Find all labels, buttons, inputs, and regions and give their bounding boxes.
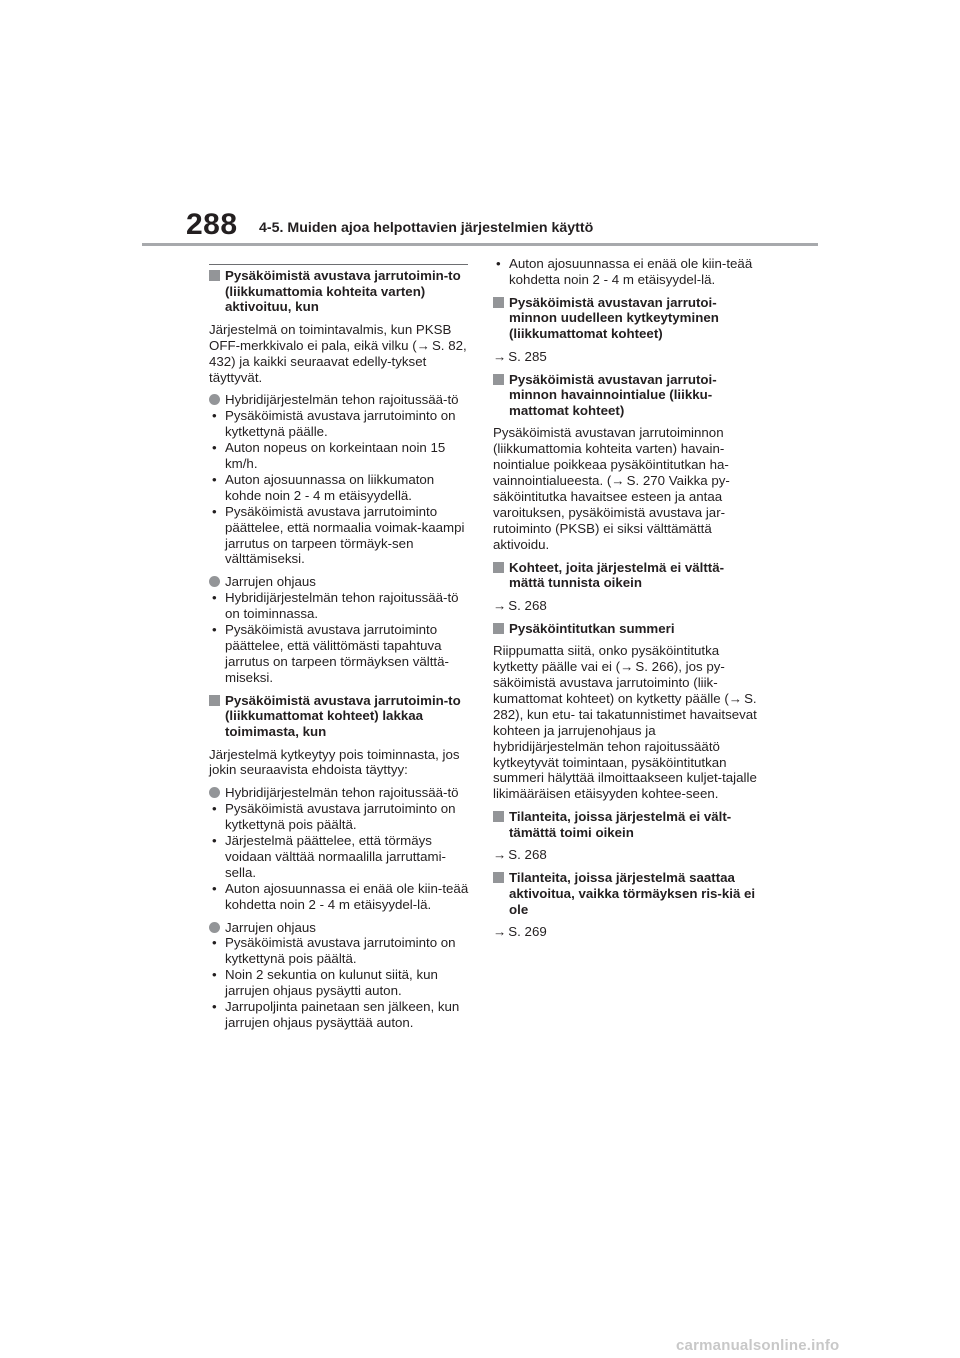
circle-bullet-icon bbox=[209, 576, 220, 587]
bullet-list bbox=[209, 590, 471, 685]
sub-heading: Hybridijärjestelmän tehon rajoitussää-tö bbox=[209, 392, 471, 408]
bullet-list bbox=[209, 408, 471, 567]
bullet-list bbox=[209, 801, 471, 912]
circle-bullet-icon bbox=[209, 787, 220, 798]
header-divider bbox=[142, 243, 818, 246]
section-heading: Pysäköimistä avustava jarrutoimin-to (liikkumattomia kohteita varten) aktivoituu, kun bbox=[209, 268, 471, 315]
arrow-right-icon: → bbox=[493, 924, 507, 940]
list-item: • Auton nopeus on korkeintaan noin 15 km/h. bbox=[212, 440, 446, 472]
section-heading: Pysäköimistä avustavan jarrutoi-minnon uudelleen kytkeytyminen (liikkumattomat kohteet) bbox=[493, 295, 757, 342]
arrow-right-icon: → bbox=[728, 690, 743, 706]
arrow-right-icon: → bbox=[416, 337, 430, 353]
arrow-right-icon: → bbox=[493, 847, 507, 863]
square-bullet-icon bbox=[493, 872, 504, 883]
section-heading: Tilanteita, joissa järjestelmä saattaa aktivoitua, vaikka törmäyksen ris-kiä ei ole bbox=[493, 870, 757, 917]
list-item: • Pysäköimistä avustava jarrutoiminto on kytkettynä pois päältä. bbox=[212, 935, 456, 967]
sub-heading: Jarrujen ohjaus bbox=[209, 920, 471, 936]
square-bullet-icon bbox=[493, 811, 504, 822]
section-heading: Kohteet, joita järjestelmä ei välttä-mättä tunnista oikein bbox=[493, 560, 757, 591]
list-item: • Auton ajosuunnassa ei enää ole kiin-teää kohdetta noin 2 - 4 m etäisyydel-lä. bbox=[212, 880, 469, 912]
square-bullet-icon bbox=[209, 695, 220, 706]
page-reference: → S. 285 bbox=[493, 348, 547, 364]
bullet-list bbox=[493, 256, 757, 288]
section-heading: Pysäköimistä avustava jarrutoimin-to (liikkumattomat kohteet) lakkaa toimimasta, kun bbox=[209, 693, 471, 740]
paragraph: Pysäköimistä avustavan jarrutoiminnon (liikkumattomia kohteita varten) havain-nointialue poikkeaa pysäköintitutkan ha-vainnointialueesta. (→ S. 270 Vaikka py-säköintitutka havaitsee esteen ja antaa varoituksen, pysäköimistä avustava jar-rutoiminto (PKSB) ei siksi välttämättä aktivoidu. bbox=[493, 425, 730, 552]
section-heading: Tilanteita, joissa järjestelmä ei vält-tämättä toimi oikein bbox=[493, 809, 757, 840]
list-item: • Pysäköimistä avustava jarrutoiminto on kytkettynä päälle. bbox=[212, 408, 456, 440]
list-item: • Järjestelmä päättelee, että törmäys voidaan välttää normaalilla jarruttami-sella. bbox=[212, 833, 446, 880]
sub-heading: Jarrujen ohjaus bbox=[209, 574, 471, 590]
paragraph: Riippumatta siitä, onko pysäköintitutka kytketty päälle vai ei (→ S. 266), jos py-säköimistä avustava jarrutoiminto (liik-kumattomat kohteet) on kytketty päälle (→ S. 282), kun etu- tai takatunnistimet havaitsevat kohteen ja jarrujenohjaus ja hybridijärjestelmän tehon rajoitussäätö kytkeytyvät toimintaan, pysäköintitutkan summeri hälyttää ilmoittaakseen kuljet-tajalle likimääräisen etäisyyden kohtee-seen. bbox=[493, 643, 757, 802]
list-item: • Pysäköimistä avustava jarrutoiminto päättelee, että normaalia voimak-kaampi jarrutus on tarpeen törmäyk-sen välttämiseksi. bbox=[212, 503, 465, 567]
chapter-title: 4-5. Muiden ajoa helpottavien järjestelmien käyttö bbox=[259, 220, 594, 236]
section-heading: Pysäköintitutkan summeri bbox=[493, 621, 757, 637]
square-bullet-icon bbox=[493, 562, 504, 573]
paragraph: Järjestelmä kytkeytyy pois toiminnasta, jos jokin seuraavista ehdoista täyttyy: bbox=[209, 746, 460, 778]
circle-bullet-icon bbox=[209, 922, 220, 933]
sub-heading: Hybridijärjestelmän tehon rajoitussää-tö bbox=[209, 785, 471, 801]
arrow-right-icon: → bbox=[611, 473, 625, 488]
page-reference: → S. 268 bbox=[493, 847, 547, 863]
list-item: • Hybridijärjestelmän tehon rajoitussää-tö on toiminnassa. bbox=[212, 590, 459, 622]
right-column bbox=[493, 256, 757, 947]
arrow-right-icon: → bbox=[620, 659, 634, 675]
section-heading: Pysäköimistä avustavan jarrutoi-minnon havainnointialue (liikku-mattomat kohteet) bbox=[493, 372, 757, 419]
square-bullet-icon bbox=[209, 270, 220, 281]
arrow-right-icon: → bbox=[493, 348, 507, 364]
left-column bbox=[209, 268, 471, 1038]
list-item: • Jarrupoljinta painetaan sen jälkeen, kun jarrujen ohjaus pysäyttää auton. bbox=[212, 999, 460, 1030]
square-bullet-icon bbox=[493, 297, 504, 308]
square-bullet-icon bbox=[493, 374, 504, 385]
page-reference: → S. 269 bbox=[493, 924, 547, 940]
page-reference: → S. 268 bbox=[493, 597, 547, 613]
list-item: • Noin 2 sekuntia on kulunut siitä, kun jarrujen ohjaus pysäytti auton. bbox=[212, 967, 438, 999]
square-bullet-icon bbox=[493, 623, 504, 634]
bullet-list bbox=[209, 935, 471, 1030]
list-item: • Auton ajosuunnassa on liikkumaton kohde noin 2 - 4 m etäisyydellä. bbox=[212, 471, 435, 503]
paragraph: Järjestelmä on toimintavalmis, kun PKSB OFF-merkkivalo ei pala, eikä vilku (→ S. 82, 432) ja kaikki seuraavat edelly-tykset täyttyvät. bbox=[209, 321, 467, 385]
page-header bbox=[0, 0, 960, 250]
list-item: • Pysäköimistä avustava jarrutoiminto päättelee, että välittömästi tapahtuva jarrutus on tarpeen törmäyksen välttä-miseksi. bbox=[212, 622, 449, 685]
list-item: • Auton ajosuunnassa ei enää ole kiin-teää kohdetta noin 2 - 4 m etäisyydel-lä. bbox=[496, 256, 753, 287]
arrow-right-icon: → bbox=[493, 597, 507, 613]
column-top-divider bbox=[209, 264, 468, 265]
list-item: • Pysäköimistä avustava jarrutoiminto on kytkettynä pois päältä. bbox=[212, 801, 456, 833]
page-number: 288 bbox=[186, 208, 238, 241]
circle-bullet-icon bbox=[209, 394, 220, 405]
watermark: carmanualsonline.info bbox=[676, 1337, 840, 1354]
